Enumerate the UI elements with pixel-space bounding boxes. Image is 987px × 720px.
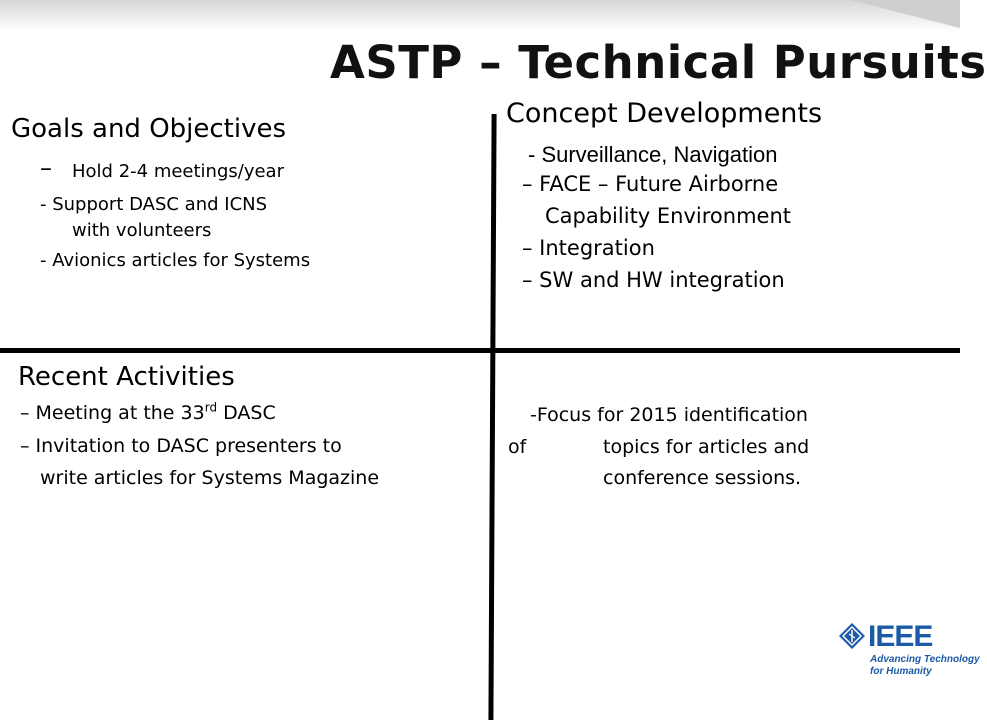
recent-item2-cont: write articles for Systems Magazine <box>40 467 380 489</box>
goals-item2-cont: with volunteers <box>72 220 212 241</box>
focus-line2-prefix: of <box>508 436 527 458</box>
focus-line2: topics for articles and <box>603 436 810 458</box>
ieee-wordmark: IEEE <box>868 620 933 653</box>
top-right-notch <box>850 0 960 28</box>
goals-item2: - Support DASC and ICNS <box>40 194 268 215</box>
vertical-divider <box>488 114 496 720</box>
concept-item2: – FACE – Future Airborne <box>522 172 779 196</box>
recent-heading: Recent Activities <box>18 362 235 392</box>
slide-title: ASTP – Technical Pursuits <box>330 36 987 89</box>
concept-item1: - Surveillance, Navigation <box>528 142 778 167</box>
ieee-tagline-1: Advancing Technology <box>870 654 980 665</box>
concept-heading: Concept Developments <box>506 98 823 129</box>
recent-item1-superscript: rd <box>204 400 218 415</box>
concept-item2-cont: Capability Environment <box>545 204 791 228</box>
recent-item1-suffix: DASC <box>217 402 276 424</box>
recent-item1 <box>20 402 276 424</box>
recent-item1-text: – Meeting at the 33 <box>20 402 205 424</box>
goals-item3: - Avionics articles for Systems <box>40 250 311 271</box>
recent-item2: – Invitation to DASC presenters to <box>20 435 342 457</box>
focus-line1: -Focus for 2015 identification <box>530 404 808 426</box>
top-decorative-band <box>0 0 960 32</box>
ieee-tagline-2: for Humanity <box>870 666 932 677</box>
ieee-logo <box>838 620 980 680</box>
concept-item3: – Integration <box>522 236 655 260</box>
horizontal-divider <box>0 348 960 353</box>
ieee-diamond-icon <box>838 622 866 650</box>
concept-item4: – SW and HW integration <box>522 268 785 292</box>
goals-item1: Hold 2-4 meetings/year <box>72 161 284 182</box>
focus-line3: conference sessions. <box>603 467 802 489</box>
goals-heading: Goals and Objectives <box>11 114 287 144</box>
goals-item1-dash: – <box>40 154 52 182</box>
